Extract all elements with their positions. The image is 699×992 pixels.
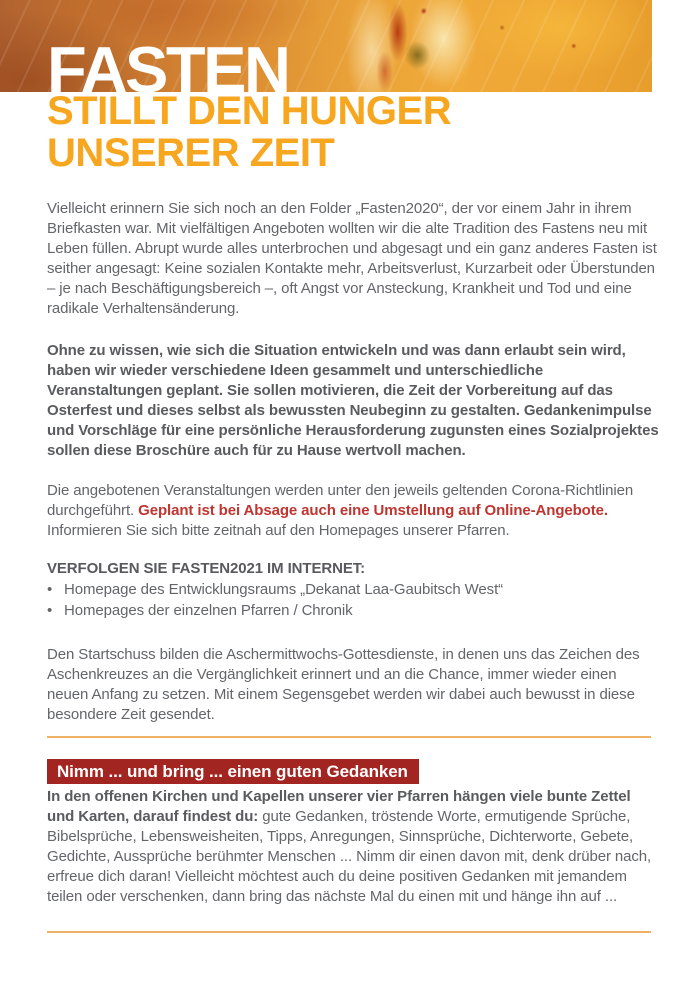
section-divider-bottom xyxy=(47,931,651,933)
subtitle-line-1: STILLT DEN HUNGER xyxy=(47,89,452,133)
gedanken-paragraph xyxy=(47,787,659,907)
list-item-label: Homepage des Entwicklungsraums „Dekanat Laa-Gaubitsch West“ xyxy=(64,581,504,598)
body-content xyxy=(47,199,659,933)
corona-paragraph xyxy=(47,481,659,541)
subtitle-line-2: UNSERER ZEIT xyxy=(47,131,335,175)
ash-wednesday-paragraph: Den Startschuss bilden die Aschermittwochs-Gottesdienste, in denen uns das Zeichen des Aschenkreuzes an die Vergänglichkeit erinnert und an die Chance, immer wieder einen neuen Anfang zu setzen. Mit einem Segensgebet werden wir dabei auch bewusst in diese besondere Zeit gesendet. xyxy=(47,646,640,723)
bullet-icon: • xyxy=(47,602,53,619)
corona-text-after: Informieren Sie sich bitte zeitnah auf den Homepages unserer Pfarren. xyxy=(47,522,510,539)
gedanken-lead-bold: In den offenen Kirchen und Kapellen unserer vier Pfarren hängen viele bunte Zettel und Karten, darauf findest du: xyxy=(47,788,631,825)
corona-text-before: Die angebotenen Veranstaltungen werden unter den jeweils geltenden Corona-Richtlinien durchgeführt. xyxy=(47,482,634,519)
plans-paragraph: Ohne zu wissen, wie sich die Situation entwickeln und was dann erlaubt sein wird, haben wir wieder verschiedene Ideen gesammelt und unterschiedliche Veranstaltungen geplant. Sie sollen motivieren, die Zeit der Vorbereitung auf das Osterfest und dieses selbst als bewussten Neubeginn zu gestalten. Gedankenimpulse und Vorschläge für eine persönliche Herausforderung zugunsten eines Sozialprojektes sollen diese Broschüre auch für zu Hause wertvoll machen. xyxy=(47,342,659,459)
gedanken-section-title: Nimm ... und bring ... einen guten Gedanken xyxy=(57,762,408,781)
internet-links-list xyxy=(47,579,659,621)
gedanken-section-title-banner xyxy=(47,759,419,784)
intro-paragraph: Vielleicht erinnern Sie sich noch an den Folder „Fasten2020“, der vor einem Jahr in ihrem Briefkasten war. Mit vielfältigen Angeboten wollten wir die alte Tradition des Fastens neu mit Leben füllen. Abrupt wurde alles unterbrochen und abgesagt und ein ganz anderes Fasten ist seither angesagt: Keine sozialen Kontakte mehr, Arbeitsverlust, Kurzarbeit oder Überstunden – je nach Beschäftigungsbereich –, oft Angst vor Ansteckung, Krankheit und Tod und eine radikale Verhaltensänderung. xyxy=(47,200,657,317)
list-item-homepages-pfarren xyxy=(47,600,659,621)
page-subtitle xyxy=(47,90,451,174)
gedanken-text: gute Gedanken, tröstende Worte, ermutigende Sprüche, Bibelsprüche, Lebensweisheiten, Tipps, Anregungen, Sinnsprüche, Dichterworte, Gebete, Gedichte, Aussprüche berühmter Menschen ... Nimm dir einen davon mit, denk drüber nach, erfreue dich daran! Vielleicht möchtest auch du deine positiven Gedanken mit jemandem teilen oder verschenken, dann bring das nächste Mal du einen mit und hänge ihn auf ... xyxy=(47,808,652,905)
section-divider-top xyxy=(47,736,651,738)
online-offer-highlight: Geplant ist bei Absage auch eine Umstellung auf Online-Angebote. xyxy=(138,502,608,519)
page-title: FASTEN xyxy=(47,33,289,106)
list-item-homepage-dekanat xyxy=(47,579,659,600)
list-item-label: Homepages der einzelnen Pfarren / Chronik xyxy=(64,602,353,619)
bullet-icon: • xyxy=(47,581,53,598)
internet-section-heading: VERFOLGEN SIE FASTEN2021 IM INTERNET: xyxy=(47,560,366,577)
